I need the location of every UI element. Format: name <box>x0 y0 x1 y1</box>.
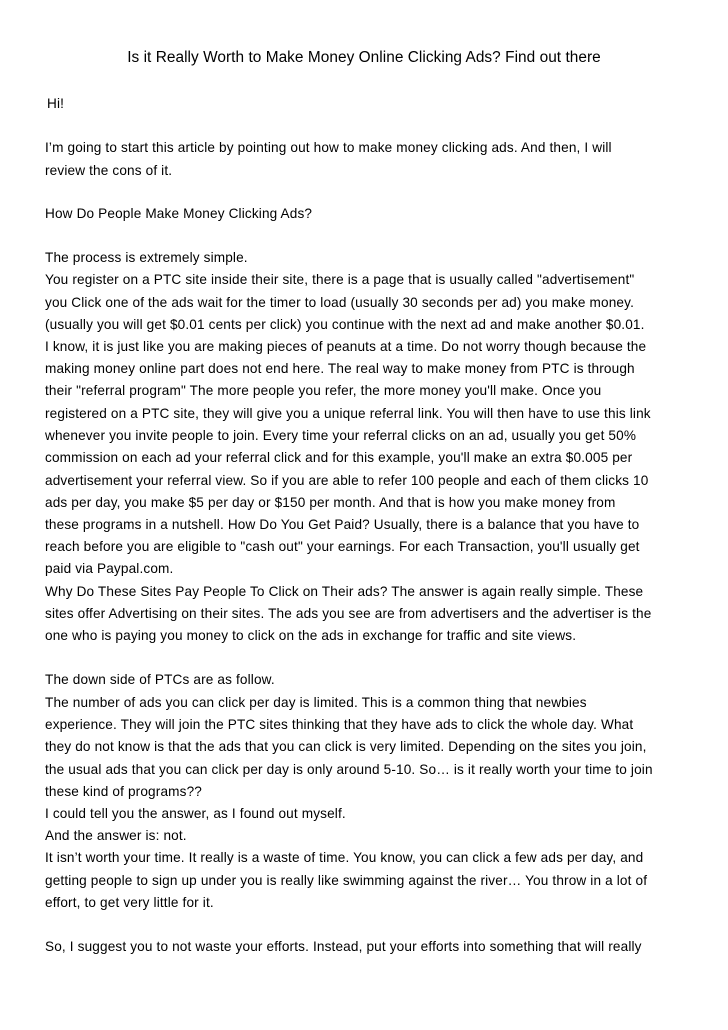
text-line: The down side of PTCs are as follow. <box>45 672 275 687</box>
text-line: these programs in a nutshell. How Do You Get Paid? Usually, there is a balance that you have to <box>45 517 640 532</box>
text-line: these kind of programs?? <box>45 784 202 799</box>
text-line: you Click one of the ads wait for the timer to load (usually 30 seconds per ad) you make money. <box>45 295 635 310</box>
text-line: ads per day, you make $5 per day or $150 per month. And that is how you make money from <box>45 495 616 510</box>
text-line: I’m going to start this article by pointing out how to make money clicking ads. And then, I will <box>45 140 612 155</box>
text-line: You register on a PTC site inside their site, there is a page that is usually called "advertisement" <box>45 272 635 287</box>
text-line: It isn’t worth your time. It really is a waste of time. You know, you can click a few ads per day, and <box>45 850 644 865</box>
text-line: commission on each ad your referral click and for this example, you'll make an extra $0.005 per <box>45 450 633 465</box>
text-line: And the answer is: not. <box>45 828 187 843</box>
greeting-line: Hi! <box>47 96 65 111</box>
text-line: whenever you invite people to join. Every time your referral clicks on an ad, usually you get 50% <box>45 428 637 443</box>
text-line: registered on a PTC site, they will give you a unique referral link. You will then have to use this link <box>45 406 651 421</box>
text-line: making money online part does not end here. The real way to make money from PTC is through <box>45 361 635 376</box>
text-line: review the cons of it. <box>45 163 173 178</box>
text-line: experience. They will join the PTC sites thinking that they have ads to click the whole day. What <box>45 717 634 732</box>
text-line: their "referral program" The more people you refer, the more money you'll make. Once you <box>45 383 602 398</box>
page-title: Is it Really Worth to Make Money Online Clicking Ads? Find out there <box>127 49 601 66</box>
text-line: I could tell you the answer, as I found out myself. <box>45 806 346 821</box>
text-line: I know, it is just like you are making pieces of peanuts at a time. Do not worry though because the <box>45 339 647 354</box>
text-line: getting people to sign up under you is really like swimming against the river… You throw in a lot of <box>45 873 648 888</box>
text-line: The number of ads you can click per day is limited. This is a common thing that newbies <box>45 695 587 710</box>
text-line: Why Do These Sites Pay People To Click on Their ads? The answer is again really simple. These <box>45 584 644 599</box>
text-line: (usually you will get $0.01 cents per click) you continue with the next ad and make another $0.01. <box>45 317 645 332</box>
text-line: sites offer Advertising on their sites. The ads you see are from advertisers and the advertiser is the <box>45 606 652 621</box>
section-heading: How Do People Make Money Clicking Ads? <box>45 206 313 221</box>
text-line: they do not know is that the ads that you can click is very limited. Depending on the sites you join, <box>45 739 647 754</box>
text-line: advertisement your referral view. So if you are able to refer 100 people and each of them clicks 10 <box>45 473 649 488</box>
text-line: one who is paying you money to click on the ads in exchange for traffic and site views. <box>45 628 577 643</box>
text-line: reach before you are eligible to "cash out" your earnings. For each Transaction, you'll usually get <box>45 539 640 554</box>
text-line: The process is extremely simple. <box>45 250 248 265</box>
text-line: the usual ads that you can click per day is only around 5-10. So… is it really worth your time to join <box>45 762 653 777</box>
text-line: paid via Paypal.com. <box>45 561 174 576</box>
text-line: So, I suggest you to not waste your efforts. Instead, put your efforts into something that will really <box>45 939 642 954</box>
text-line: effort, to get very little for it. <box>45 895 214 910</box>
